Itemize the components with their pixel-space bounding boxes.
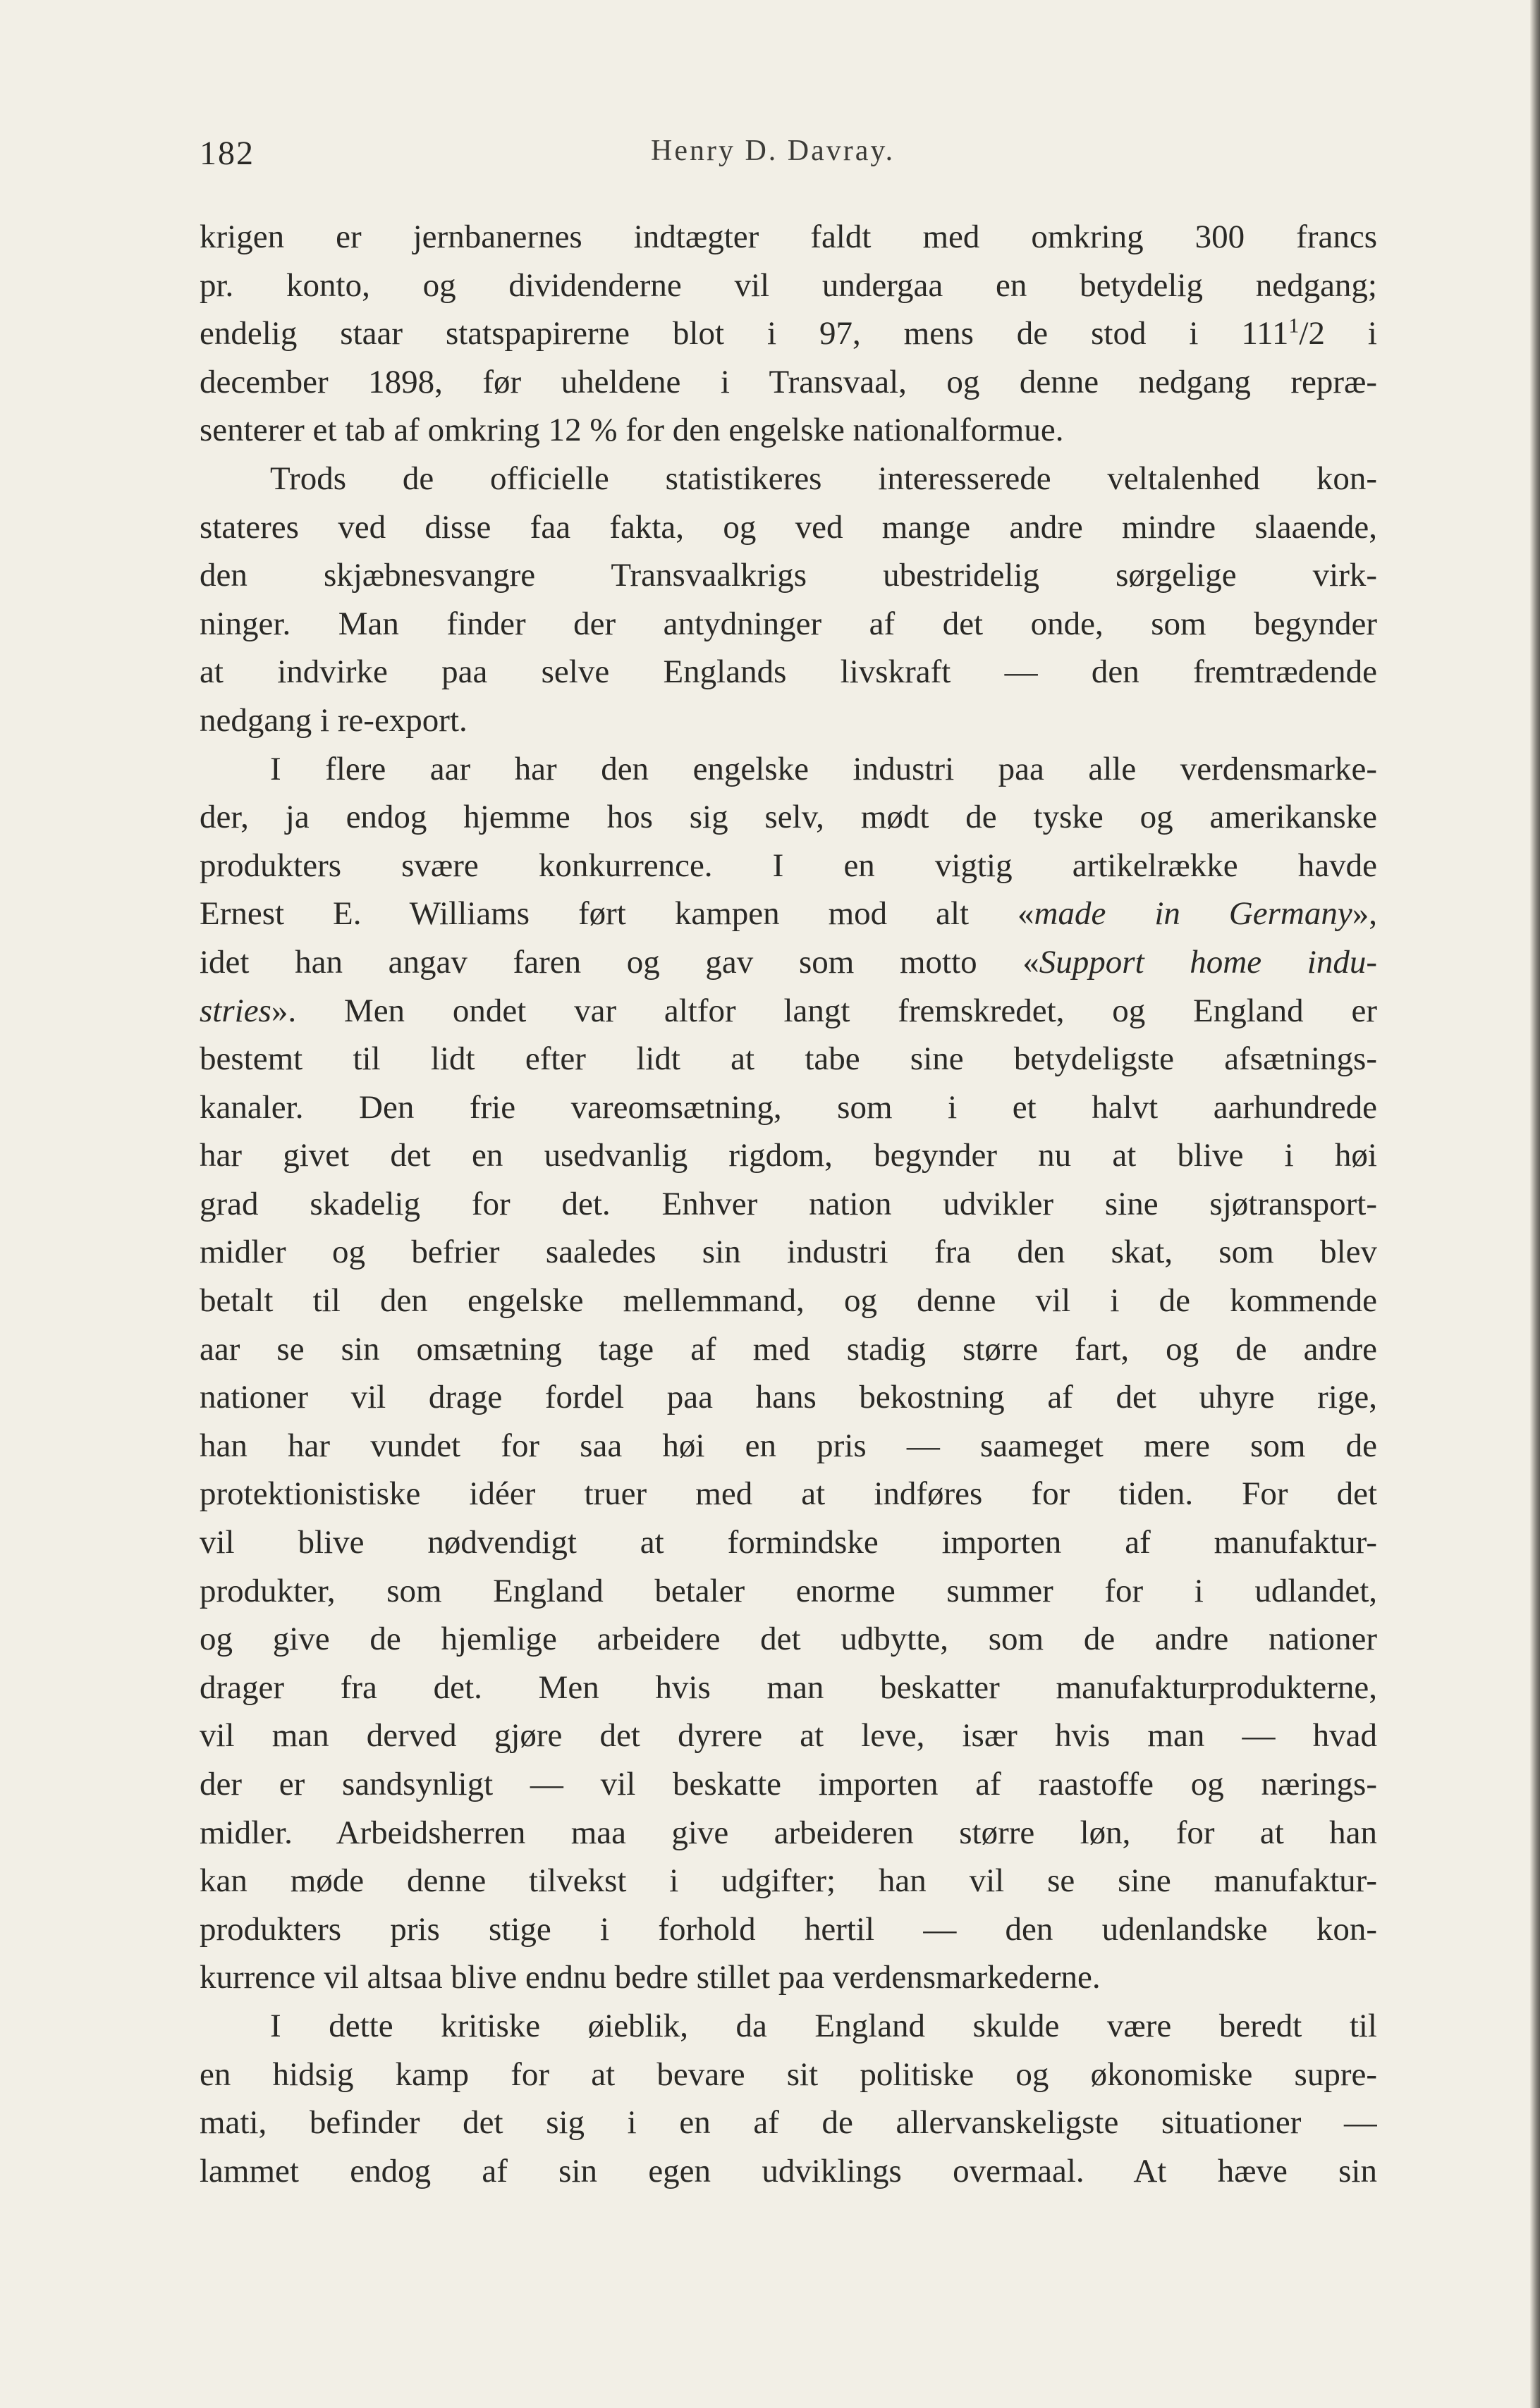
body-text — [200, 213, 1377, 2195]
text-line: kanaler. Den frie vareomsætning, som i et halvt aarhundrede — [200, 1088, 1377, 1126]
text-line: krigen er jernbanernes indtægter faldt med omkring 300 francs — [200, 219, 1377, 255]
text-line: mati, befinder det sig i en af de allervanskeligste situationer — — [200, 2104, 1377, 2142]
text-line: der, ja endog hjemme hos sig selv, mødt de tyske og amerikanske — [200, 799, 1377, 836]
text-line-end: /2 i — [1299, 315, 1377, 352]
text-line: nedgang i re-export. — [200, 701, 468, 739]
text-line — [200, 987, 1377, 1036]
text-line: midler. Arbeidsherren maa give arbeideren større løn, for at han — [200, 1814, 1377, 1851]
text-line: grad skadelig for det. Enhver nation udvikler sine sjøtransport- — [200, 1185, 1377, 1222]
text-line-start: Ernest E. Williams ført kampen mod alt « — [200, 895, 1034, 933]
page-number: 182 — [200, 135, 255, 172]
text-line: I flere aar har den engelske industri paa alle verdensmarke- — [270, 750, 1377, 787]
text-line: Trods de officielle statistikeres interesserede veltalenhed kon- — [270, 460, 1377, 497]
text-line — [200, 890, 1377, 938]
text-line: vil man derved gjøre det dyrere at leve, især hvis man — hvad — [200, 1717, 1377, 1755]
text-line — [200, 309, 1377, 358]
text-line: bestemt til lidt efter lidt at tabe sine betydeligste afsætnings- — [200, 1040, 1377, 1078]
text-line: senterer et tab af omkring 12 % for den engelske nationalformue. — [200, 412, 1064, 449]
text-line-end: », — [1352, 895, 1377, 933]
text-line: den skjæbnesvangre Transvaalkrigs ubestridelig sørgelige virk- — [200, 557, 1377, 594]
italic-phrase: made in Germany — [1034, 895, 1352, 933]
text-line: kurrence vil altsaa blive endnu bedre stillet paa verdensmarkederne. — [200, 1959, 1101, 1996]
text-line: produkters svære konkurrence. I en vigtig artikelrække havde — [200, 847, 1377, 884]
text-line: nationer vil drage fordel paa hans bekostning af det uhyre rige, — [200, 1379, 1377, 1416]
text-line: lammet endog af sin egen udviklings overmaal. At hæve sin — [200, 2152, 1377, 2189]
superscript: 1 — [1288, 314, 1300, 338]
page-edge — [1530, 0, 1540, 2408]
text-line: produkters pris stige i forhold hertil — den udenlandske kon- — [200, 1910, 1377, 1948]
text-line: pr. konto, og dividenderne vil undergaa en betydelig nedgang; — [200, 266, 1377, 304]
text-line: stateres ved disse faa fakta, og ved mange andre mindre slaaende, — [200, 508, 1377, 546]
text-line-start: idet han angav faren og gav som motto « — [200, 943, 1039, 981]
text-line: en hidsig kamp for at bevare sit politiske og økonomiske supre- — [200, 2056, 1377, 2093]
text-line-start: endelig staar statspapirerne blot i 97, mens de stod i 111 — [200, 315, 1289, 352]
text-line: han har vundet for saa høi en pris — saameget mere som de — [200, 1427, 1377, 1464]
text-line: aar se sin omsætning tage af med stadig større fart, og de andre — [200, 1330, 1377, 1368]
text-line: har givet det en usedvanlig rigdom, begynder nu at blive i høi — [200, 1137, 1377, 1174]
text-line: og give de hjemlige arbeidere det udbytte, som de andre nationer — [200, 1621, 1377, 1658]
text-line: vil blive nødvendigt at formindske importen af manufaktur- — [200, 1524, 1377, 1561]
italic-phrase: Support home indu- — [1039, 943, 1377, 981]
text-line: ninger. Man finder der antydninger af det onde, som begynder — [200, 605, 1377, 642]
text-line: der er sandsynligt — vil beskatte importen af raastoffe og nærings- — [200, 1766, 1377, 1802]
text-line: produkter, som England betaler enorme summer for i udlandet, — [200, 1572, 1377, 1609]
text-line: midler og befrier saaledes sin industri fra den skat, som blev — [200, 1234, 1377, 1271]
text-line: at indvirke paa selve Englands livskraft — den fremtrædende — [200, 653, 1377, 691]
text-line: betalt til den engelske mellemmand, og denne vil i de kommende — [200, 1282, 1377, 1320]
italic-phrase: stries — [200, 992, 271, 1029]
text-line: kan møde denne tilvekst i udgifter; han vil se sine manufaktur- — [200, 1862, 1377, 1900]
page-header — [200, 134, 1377, 190]
text-line: december 1898, før uheldene i Transvaal, og denne nedgang repræ- — [200, 363, 1377, 400]
text-line: I dette kritiske øieblik, da England skulde være beredt til — [270, 2007, 1377, 2044]
text-line: protektionistiske idéer truer med at indføres for tiden. For det — [200, 1475, 1377, 1513]
text-line-end: ». Men ondet var altfor langt fremskredet, og England er — [271, 992, 1377, 1029]
text-line: drager fra det. Men hvis man beskatter manufakturprodukterne, — [200, 1669, 1377, 1706]
running-head: Henry D. Davray. — [651, 135, 896, 167]
text-line — [200, 938, 1377, 987]
